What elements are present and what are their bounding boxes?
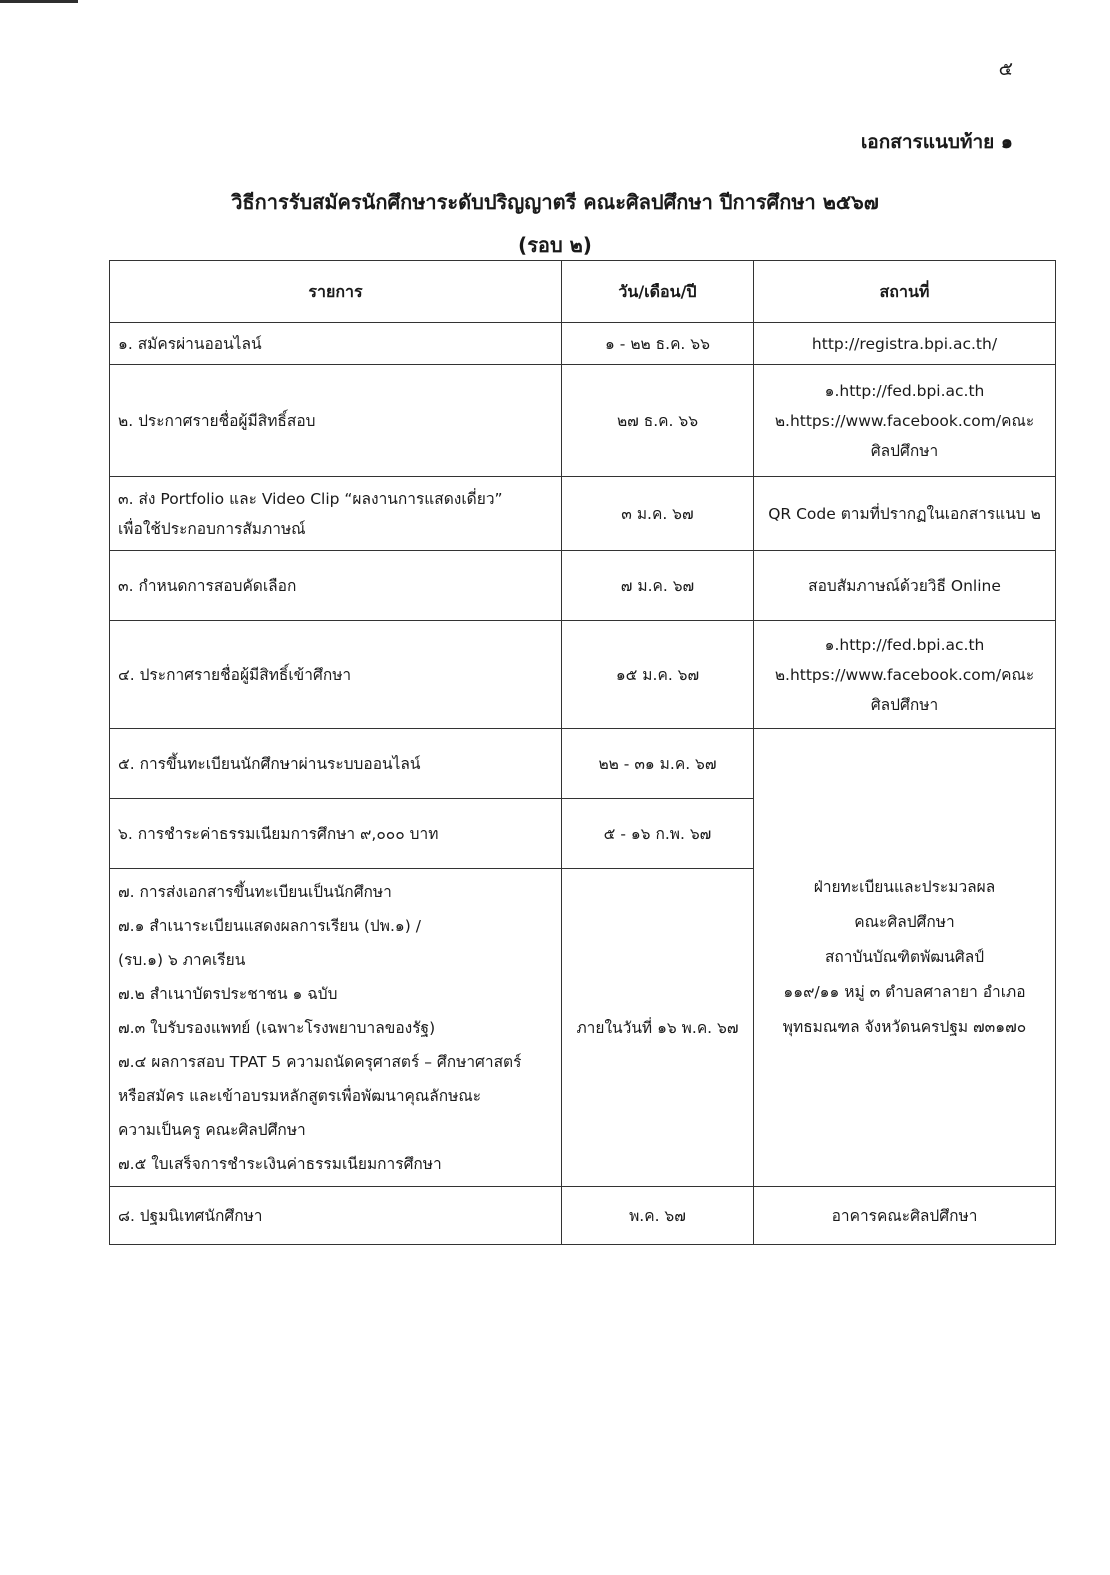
item-text: ๖. การชำระค่าธรรมเนียมการศึกษา ๙,๐๐๐ บาท: [118, 824, 439, 843]
date-cell: ภายในวันที่ ๑๖ พ.ค. ๖๗: [562, 869, 754, 1187]
place-cell: [754, 477, 1056, 551]
item-text: ๗.๒ สำเนาบัตรประชาชน ๑ ฉบับ: [118, 984, 338, 1003]
table-header-row: [110, 261, 1056, 323]
page-number: ๕: [998, 58, 1013, 80]
header-date: วัน/เดือน/ปี: [562, 261, 754, 323]
schedule-table: [109, 260, 1056, 1245]
place-text: http://registra.bpi.ac.th/: [811, 334, 998, 353]
table-row: [110, 1187, 1056, 1245]
item-cell: [110, 869, 562, 1187]
place-text: ๒.https://www.facebook.com/คณะ: [774, 411, 1035, 430]
item-text: เพื่อใช้ประกอบการสัมภาษณ์: [118, 519, 306, 538]
place-text: ศิลปศึกษา: [870, 441, 939, 460]
place-text: สถาบันบัณฑิตพัฒนศิลป์: [824, 948, 985, 966]
table-row: [110, 323, 1056, 365]
document-title: วิธีการรับสมัครนักศึกษาระดับปริญญาตรี คณะศิลปศึกษา ปีการศึกษา ๒๕๖๗: [231, 190, 879, 214]
item-text: ๗. การส่งเอกสารขึ้นทะเบียนเป็นนักศึกษา: [118, 882, 392, 901]
header-place: สถานที่: [754, 261, 1056, 323]
item-text: ๒. ประกาศรายชื่อผู้มีสิทธิ์สอบ: [118, 411, 316, 430]
item-cell: [110, 1187, 562, 1245]
item-text: ๓. ส่ง Portfolio และ Video Clip “ผลงานการแสดงเดี่ยว”: [118, 489, 503, 508]
item-text: ความเป็นครู คณะศิลปศึกษา: [118, 1120, 306, 1139]
date-cell: ๒๒ - ๓๑ ม.ค. ๖๗: [562, 729, 754, 799]
document-subtitle: (รอบ ๒): [518, 233, 592, 257]
place-cell: [754, 1187, 1056, 1245]
item-cell: [110, 729, 562, 799]
item-cell: [110, 365, 562, 477]
table-row: [110, 621, 1056, 729]
date-cell: ๕ - ๑๖ ก.พ. ๖๗: [562, 799, 754, 869]
table-row: [110, 729, 1056, 799]
header-item: รายการ: [110, 261, 562, 323]
item-text: ๑. สมัครผ่านออนไลน์: [118, 334, 262, 353]
date-cell: ๗ ม.ค. ๖๗: [562, 551, 754, 621]
place-text: ๑.http://fed.bpi.ac.th: [824, 635, 985, 654]
place-text: QR Code ตามที่ปรากฏในเอกสารแนบ ๒: [768, 504, 1041, 523]
date-cell: พ.ค. ๖๗: [562, 1187, 754, 1245]
place-text: อาคารคณะศิลปศึกษา: [831, 1206, 978, 1225]
item-text: ๗.๓ ใบรับรองแพทย์ (เฉพาะโรงพยาบาลของรัฐ): [118, 1018, 436, 1037]
table-row: [110, 365, 1056, 477]
date-cell: ๓ ม.ค. ๖๗: [562, 477, 754, 551]
item-cell: [110, 799, 562, 869]
item-text: ๗.๕ ใบเสร็จการชำระเงินค่าธรรมเนียมการศึกษา: [118, 1154, 442, 1173]
item-text: (รบ.๑) ๖ ภาคเรียน: [118, 950, 246, 969]
place-text: ๒.https://www.facebook.com/คณะ: [774, 665, 1035, 684]
date-cell: ๒๗ ธ.ค. ๖๖: [562, 365, 754, 477]
table-row: [110, 551, 1056, 621]
place-text: พุทธมณฑล จังหวัดนครปฐม ๗๓๑๗๐: [782, 1018, 1027, 1036]
item-cell: [110, 323, 562, 365]
item-text: ๗.๔ ผลการสอบ TPAT 5 ความถนัดครุศาสตร์ – ศึกษาศาสตร์: [118, 1052, 522, 1071]
place-text: คณะศิลปศึกษา: [854, 913, 955, 931]
place-cell: [754, 551, 1056, 621]
item-cell: [110, 551, 562, 621]
place-cell: [754, 621, 1056, 729]
item-text: ๘. ปฐมนิเทศนักศึกษา: [118, 1206, 263, 1225]
place-text: ฝ่ายทะเบียนและประมวลผล: [813, 878, 996, 896]
merged-place-cell: [754, 729, 1056, 1187]
scan-edge-mark: [0, 0, 78, 3]
date-cell: ๑๕ ม.ค. ๖๗: [562, 621, 754, 729]
place-text: ศิลปศึกษา: [870, 695, 939, 714]
item-text: หรือสมัคร และเข้าอบรมหลักสูตรเพื่อพัฒนาคุณลักษณะ: [118, 1086, 482, 1105]
item-cell: [110, 477, 562, 551]
item-text: ๗.๑ สำเนาระเบียนแสดงผลการเรียน (ปพ.๑) /: [118, 916, 421, 935]
item-cell: [110, 621, 562, 729]
place-text: ๑๑๙/๑๑ หมู่ ๓ ตำบลศาลายา อำเภอ: [783, 983, 1026, 1001]
place-text: ๑.http://fed.bpi.ac.th: [824, 381, 985, 400]
place-text: สอบสัมภาษณ์ด้วยวิธี Online: [808, 576, 1001, 595]
item-text: ๕. การขึ้นทะเบียนนักศึกษาผ่านระบบออนไลน์: [118, 754, 421, 773]
item-text: ๓. กำหนดการสอบคัดเลือก: [118, 576, 297, 595]
attachment-label: เอกสารแนบท้าย ๑: [860, 131, 1013, 153]
table-row: [110, 477, 1056, 551]
place-cell: [754, 323, 1056, 365]
date-cell: ๑ - ๒๒ ธ.ค. ๖๖: [562, 323, 754, 365]
item-text: ๔. ประกาศรายชื่อผู้มีสิทธิ์เข้าศึกษา: [118, 665, 352, 684]
place-cell: [754, 365, 1056, 477]
